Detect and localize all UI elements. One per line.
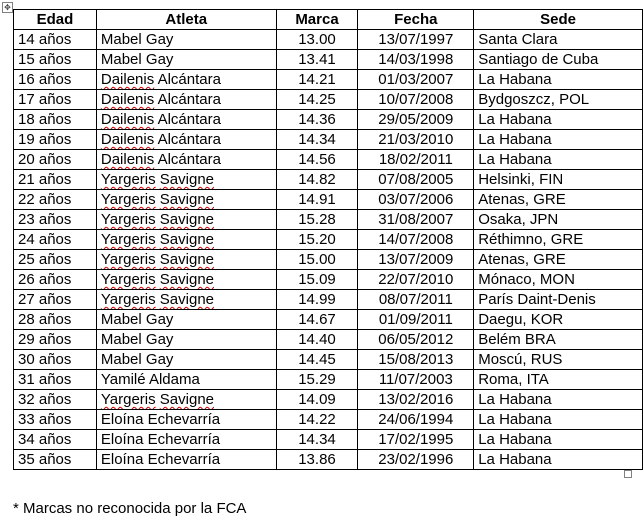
cell-fecha: 11/07/2003 <box>358 370 474 390</box>
cell-marca: 14.22 <box>276 410 358 430</box>
cell-sede: La Habana <box>474 410 643 430</box>
cell-edad: 29 años <box>14 330 97 350</box>
cell-sede: Osaka, JPN <box>474 210 643 230</box>
header-marca: Marca <box>276 10 358 30</box>
cell-edad: 19 años <box>14 130 97 150</box>
cell-fecha: 21/03/2010 <box>358 130 474 150</box>
cell-fecha: 14/07/2008 <box>358 230 474 250</box>
table-header-row <box>14 10 643 30</box>
table-row <box>14 370 643 390</box>
table-row <box>14 210 643 230</box>
cell-atleta: Yamilé Aldama <box>96 370 276 390</box>
cell-marca: 13.00 <box>276 30 358 50</box>
cell-fecha: 15/08/2013 <box>358 350 474 370</box>
cell-marca: 14.34 <box>276 130 358 150</box>
cell-marca: 14.40 <box>276 330 358 350</box>
cell-fecha: 24/06/1994 <box>358 410 474 430</box>
cell-fecha: 08/07/2011 <box>358 290 474 310</box>
cell-edad: 21 años <box>14 170 97 190</box>
cell-marca: 15.28 <box>276 210 358 230</box>
cell-marca: 14.82 <box>276 170 358 190</box>
cell-edad: 35 años <box>14 450 97 470</box>
header-fecha: Fecha <box>358 10 474 30</box>
cell-atleta: Eloína Echevarría <box>96 430 276 450</box>
cell-sede: Moscú, RUS <box>474 350 643 370</box>
cell-fecha: 17/02/1995 <box>358 430 474 450</box>
cell-sede: Santa Clara <box>474 30 643 50</box>
table-resize-handle-icon[interactable] <box>624 470 632 478</box>
cell-marca: 13.41 <box>276 50 358 70</box>
cell-marca: 14.34 <box>276 430 358 450</box>
table-row <box>14 230 643 250</box>
cell-atleta: Mabel Gay <box>96 30 276 50</box>
cell-atleta: Dailenis Alcántara <box>96 150 276 170</box>
cell-edad: 23 años <box>14 210 97 230</box>
cell-fecha: 31/08/2007 <box>358 210 474 230</box>
table-row <box>14 290 643 310</box>
cell-marca: 15.00 <box>276 250 358 270</box>
table-body <box>14 30 643 470</box>
cell-sede: Réthimno, GRE <box>474 230 643 250</box>
cell-marca: 15.20 <box>276 230 358 250</box>
cell-edad: 31 años <box>14 370 97 390</box>
cell-fecha: 18/02/2011 <box>358 150 474 170</box>
table-row <box>14 70 643 90</box>
cell-marca: 14.67 <box>276 310 358 330</box>
cell-atleta: Yargeris Savigne <box>96 170 276 190</box>
cell-atleta: Mabel Gay <box>96 50 276 70</box>
cell-atleta: Yargeris Savigne <box>96 290 276 310</box>
cell-fecha: 13/07/1997 <box>358 30 474 50</box>
cell-atleta: Yargeris Savigne <box>96 210 276 230</box>
header-sede: Sede <box>474 10 643 30</box>
header-edad: Edad <box>14 10 97 30</box>
cell-atleta: Dailenis Alcántara <box>96 110 276 130</box>
table-row <box>14 90 643 110</box>
table-row <box>14 130 643 150</box>
cell-marca: 14.99 <box>276 290 358 310</box>
cell-sede: La Habana <box>474 150 643 170</box>
cell-marca: 15.29 <box>276 370 358 390</box>
footnote: * Marcas no reconocida por la FCA <box>13 500 247 517</box>
cell-edad: 27 años <box>14 290 97 310</box>
cell-fecha: 23/02/1996 <box>358 450 474 470</box>
cell-edad: 26 años <box>14 270 97 290</box>
table-row <box>14 30 643 50</box>
cell-fecha: 14/03/1998 <box>358 50 474 70</box>
cell-marca: 14.09 <box>276 390 358 410</box>
cell-marca: 14.25 <box>276 90 358 110</box>
table-row <box>14 410 643 430</box>
table-row <box>14 270 643 290</box>
table-move-handle-icon[interactable]: ✥ <box>2 2 13 13</box>
cell-edad: 33 años <box>14 410 97 430</box>
cell-sede: Santiago de Cuba <box>474 50 643 70</box>
cell-edad: 17 años <box>14 90 97 110</box>
cell-edad: 34 años <box>14 430 97 450</box>
cell-sede: Belém BRA <box>474 330 643 350</box>
cell-fecha: 10/07/2008 <box>358 90 474 110</box>
table-row <box>14 330 643 350</box>
cell-atleta: Mabel Gay <box>96 350 276 370</box>
table-row <box>14 50 643 70</box>
cell-edad: 22 años <box>14 190 97 210</box>
cell-atleta: Eloína Echevarría <box>96 450 276 470</box>
table-row <box>14 310 643 330</box>
cell-fecha: 07/08/2005 <box>358 170 474 190</box>
records-table <box>13 9 643 470</box>
table-row <box>14 350 643 370</box>
cell-sede: La Habana <box>474 390 643 410</box>
cell-sede: La Habana <box>474 130 643 150</box>
table-row <box>14 250 643 270</box>
cell-atleta: Yargeris Savigne <box>96 230 276 250</box>
cell-sede: Atenas, GRE <box>474 190 643 210</box>
cell-sede: Daegu, KOR <box>474 310 643 330</box>
cell-marca: 14.36 <box>276 110 358 130</box>
cell-fecha: 22/07/2010 <box>358 270 474 290</box>
cell-fecha: 13/02/2016 <box>358 390 474 410</box>
cell-marca: 14.45 <box>276 350 358 370</box>
cell-atleta: Mabel Gay <box>96 310 276 330</box>
cell-edad: 30 años <box>14 350 97 370</box>
table-row <box>14 450 643 470</box>
cell-sede: La Habana <box>474 430 643 450</box>
cell-marca: 14.21 <box>276 70 358 90</box>
cell-atleta: Dailenis Alcántara <box>96 90 276 110</box>
cell-marca: 15.09 <box>276 270 358 290</box>
cell-sede: La Habana <box>474 70 643 90</box>
cell-edad: 16 años <box>14 70 97 90</box>
cell-fecha: 06/05/2012 <box>358 330 474 350</box>
cell-atleta: Dailenis Alcántara <box>96 70 276 90</box>
cell-atleta: Yargeris Savigne <box>96 270 276 290</box>
cell-atleta: Eloína Echevarría <box>96 410 276 430</box>
table-row <box>14 390 643 410</box>
table-row <box>14 150 643 170</box>
cell-marca: 14.56 <box>276 150 358 170</box>
cell-marca: 14.91 <box>276 190 358 210</box>
cell-fecha: 01/03/2007 <box>358 70 474 90</box>
cell-sede: Bydgoszcz, POL <box>474 90 643 110</box>
cell-sede: La Habana <box>474 110 643 130</box>
cell-edad: 32 años <box>14 390 97 410</box>
cell-fecha: 29/05/2009 <box>358 110 474 130</box>
cell-sede: Helsinki, FIN <box>474 170 643 190</box>
cell-fecha: 01/09/2011 <box>358 310 474 330</box>
cell-fecha: 13/07/2009 <box>358 250 474 270</box>
cell-sede: Roma, ITA <box>474 370 643 390</box>
cell-edad: 20 años <box>14 150 97 170</box>
cell-edad: 15 años <box>14 50 97 70</box>
table-row <box>14 430 643 450</box>
cell-edad: 14 años <box>14 30 97 50</box>
cell-edad: 25 años <box>14 250 97 270</box>
header-atleta: Atleta <box>96 10 276 30</box>
cell-fecha: 03/07/2006 <box>358 190 474 210</box>
cell-sede: Atenas, GRE <box>474 250 643 270</box>
table-row <box>14 170 643 190</box>
cell-sede: Mónaco, MON <box>474 270 643 290</box>
table-row <box>14 110 643 130</box>
cell-edad: 28 años <box>14 310 97 330</box>
cell-sede: La Habana <box>474 450 643 470</box>
cell-edad: 18 años <box>14 110 97 130</box>
cell-atleta: Yargeris Savigne <box>96 190 276 210</box>
cell-edad: 24 años <box>14 230 97 250</box>
table-row <box>14 190 643 210</box>
cell-atleta: Yargeris Savigne <box>96 390 276 410</box>
cell-sede: París Daint-Denis <box>474 290 643 310</box>
cell-atleta: Dailenis Alcántara <box>96 130 276 150</box>
cell-atleta: Mabel Gay <box>96 330 276 350</box>
cell-atleta: Yargeris Savigne <box>96 250 276 270</box>
cell-marca: 13.86 <box>276 450 358 470</box>
